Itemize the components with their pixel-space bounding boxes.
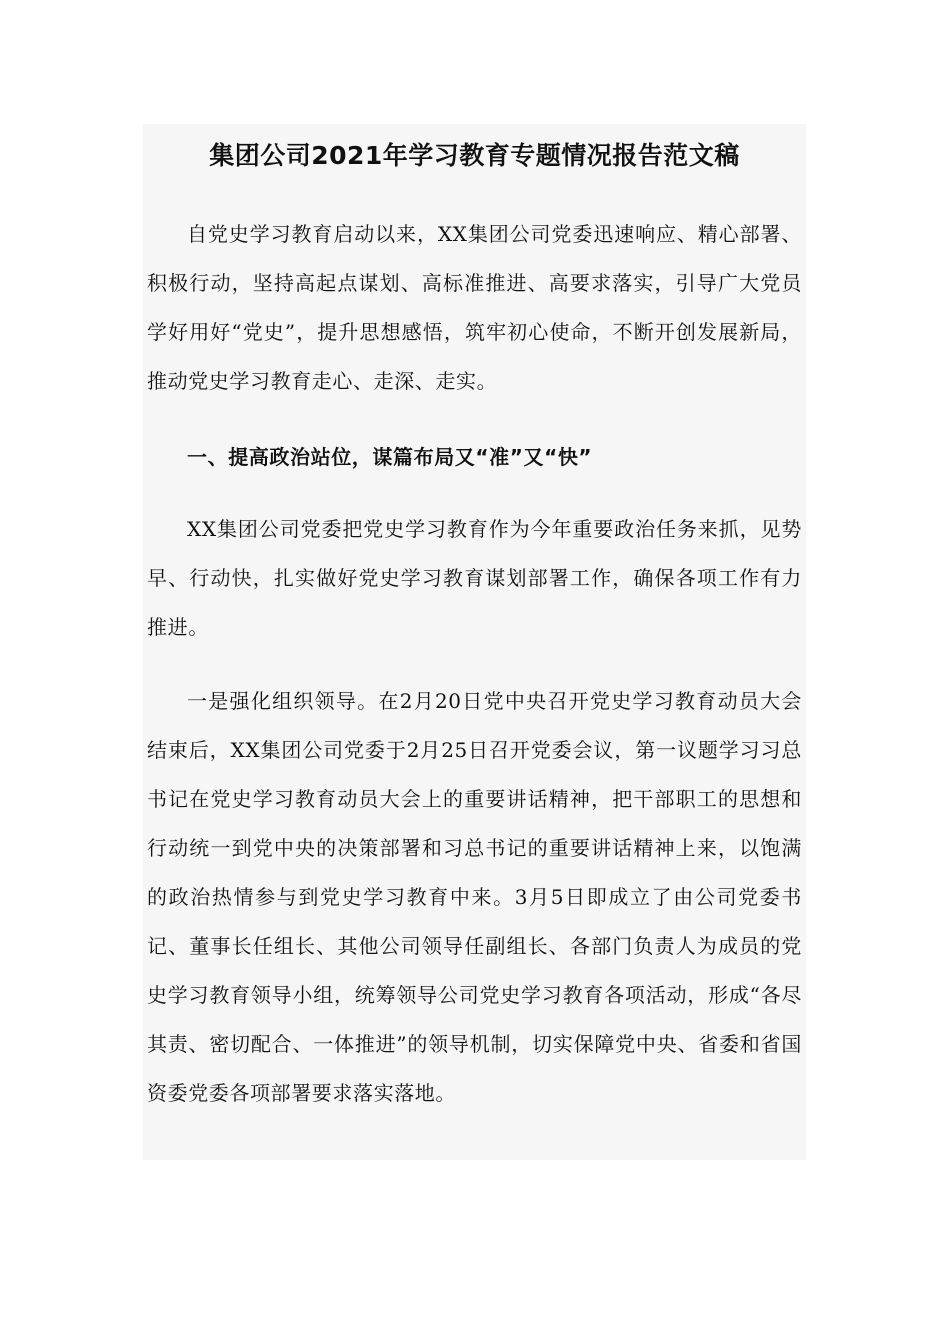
organization-paragraph: 一是强化组织领导。在2月20日党中央召开党史学习教育动员大会结束后，XX集团公司党委于2月25日召开党委会议，第一议题学习习总书记在党史学习教育动员大会上的重要讲话精神，把干部职工的思想和行动统一到党中央的决策部署和习总书记的重要讲话精神上来，以饱满的政治热情参与到党史学习教育中来。3月5日即成立了由公司党委书记、董事长任组长、其他公司领导任副组长、各部门负责人为成员的党史学习教育领导小组，统筹领导公司党史学习教育各项活动，形成“各尽其责、密切配合、一体推进”的领导机制，切实保障党中央、省委和省国资委党委各项部署要求落实落地。 [147,689,802,1105]
document-title: 集团公司2021年学习教育专题情况报告范文稿 [209,141,740,170]
intro-paragraph: 自党史学习教育启动以来，XX集团公司党委迅速响应、精心部署、积极行动，坚持高起点谋划、高标准推进、高要求落实，引导广大党员学好用好“党史”，提升思想感悟，筑牢初心使命，不断开创发展新局，推动党史学习教育走心、走深、走实。 [147,222,802,393]
document-page [143,124,806,1160]
section-paragraph: XX集团公司党委把党史学习教育作为今年重要政治任务来抓，见势早、行动快，扎实做好党史学习教育谋划部署工作，确保各项工作有力推进。 [147,517,802,639]
section-heading: 一、提高政治站位，谋篇布局又“准”又“快” [187,445,593,469]
